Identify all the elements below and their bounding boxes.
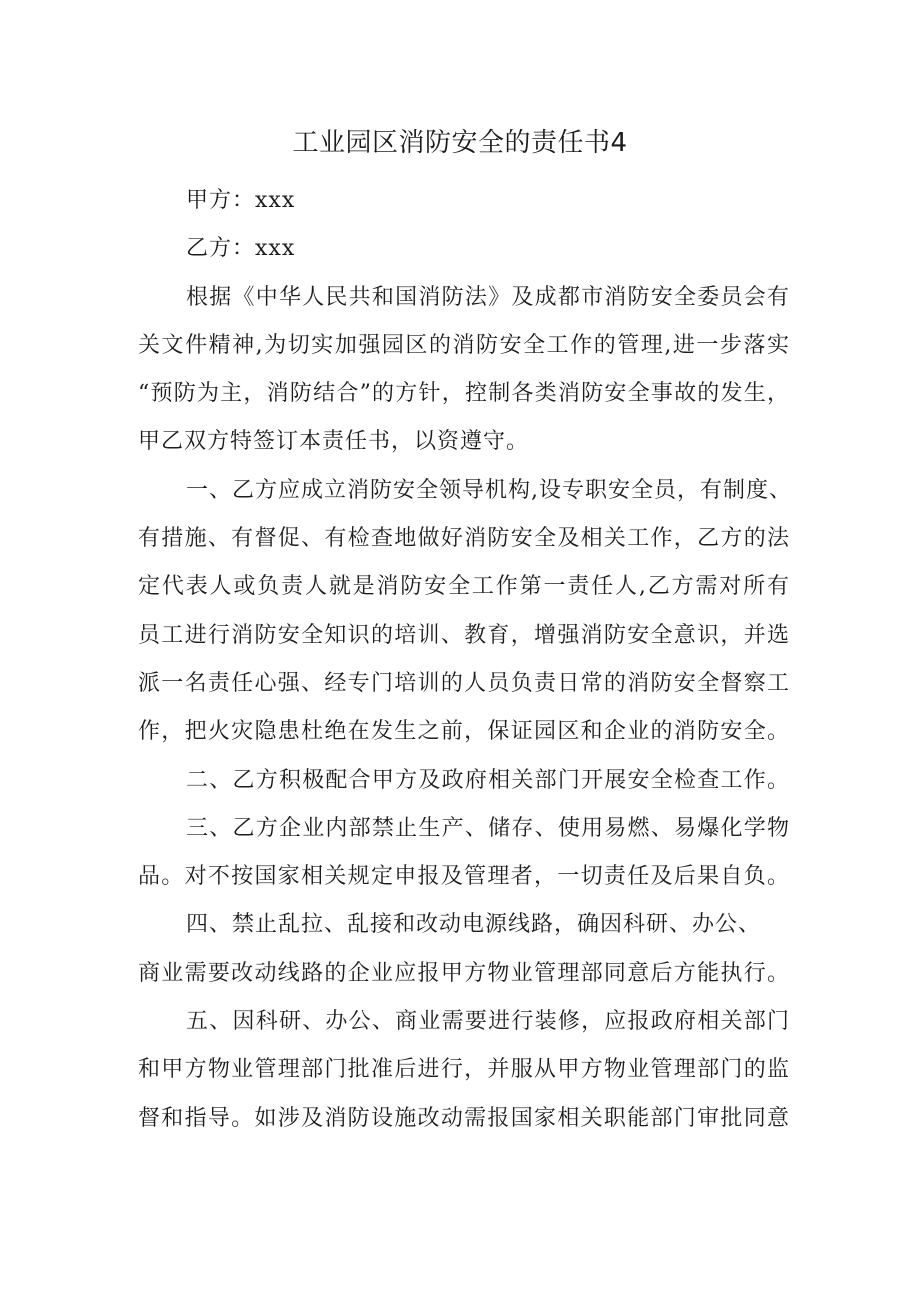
paragraph-line: 关文件精神,为切实加强园区的消防安全工作的管理,进一步落实 (138, 332, 790, 358)
paragraph-preamble (138, 274, 790, 467)
paragraph-line: 品。对不按国家相关规定申报及管理者，一切责任及后果自负。 (138, 864, 790, 890)
paragraph-line: “预防为主，消防结合”的方针，控制各类消防安全事故的发生， (138, 381, 790, 407)
document-title: 工业园区消防安全的责任书4 (292, 128, 628, 158)
paragraph-line: 三、乙方企业内部禁止生产、储存、使用易燃、易爆化学物 (186, 815, 790, 841)
paragraph-clause-4 (138, 901, 790, 998)
paragraph-line: 甲乙双方特签订本责任书，以资遵守。 (138, 429, 530, 455)
paragraph-line: 有措施、有督促、有检查地做好消防安全及相关工作，乙方的法 (138, 526, 790, 552)
paragraph-line: 和甲方物业管理部门批准后进行，并服从甲方物业管理部门的监 (138, 1057, 790, 1083)
paragraph-line: 作，把火灾隐患杜绝在发生之前，保证园区和企业的消防安全。 (138, 719, 790, 745)
paragraph-line: 五、因科研、办公、商业需要进行装修，应报政府相关部门 (186, 1009, 790, 1035)
paragraph-line: 一、乙方应成立消防安全领导机构,设专职安全员，有制度、 (186, 477, 792, 503)
document-body (138, 177, 790, 1143)
paragraph-line: 商业需要改动线路的企业应报甲方物业管理部同意后方能执行。 (138, 960, 790, 986)
paragraph-line: 二、乙方积极配合甲方及政府相关部门开展安全检查工作。 (186, 767, 790, 793)
paragraph-line: 四、禁止乱拉、乱接和改动电源线路，确因科研、办公、 (186, 912, 762, 938)
paragraph-clause-1 (138, 467, 790, 757)
paragraph-clause-3 (138, 805, 790, 902)
paragraph-clause-2 (138, 757, 790, 805)
paragraph-line: 定代表人或负责人就是消防安全工作第一责任人,乙方需对所有 (138, 574, 790, 600)
paragraph-line: 督和指导。如涉及消防设施改动需报国家相关职能部门审批同意 (138, 1105, 790, 1131)
paragraph-line: 派一名责任心强、经专门培训的人员负责日常的消防安全督察工 (138, 670, 790, 696)
paragraph-line: 员工进行消防安全知识的培训、教育，增强消防安全意识，并选 (138, 622, 790, 648)
party-b-line: 乙方：xxx (186, 236, 296, 262)
paragraph-line: 根据《中华人民共和国消防法》及成都市消防安全委员会有 (186, 284, 790, 310)
paragraph-clause-5 (138, 998, 790, 1143)
party-a-line: 甲方：xxx (186, 188, 296, 213)
